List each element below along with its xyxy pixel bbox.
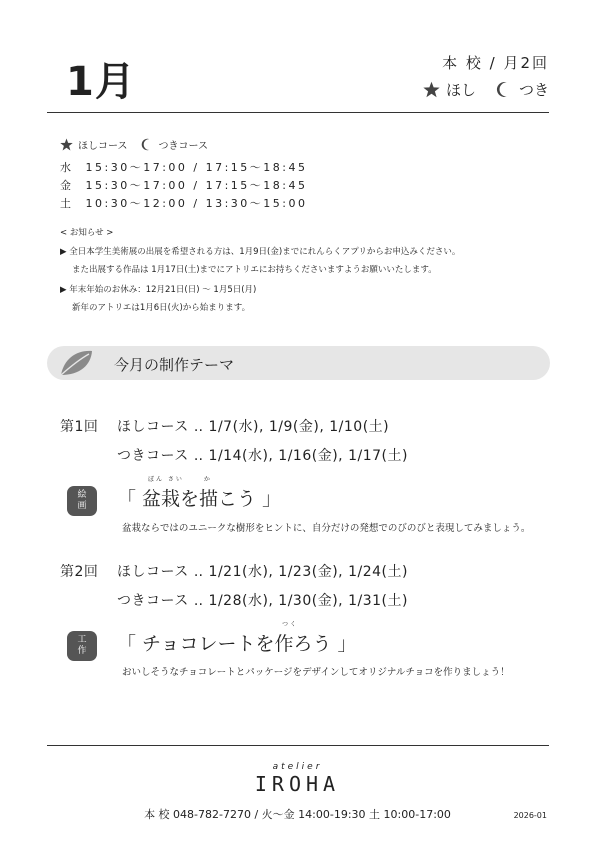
category-badge: [67, 631, 97, 661]
work-description: おいしそうなチョコレートとパッケージをデザインしてオリジナルチョコを作りましょう！: [122, 667, 510, 678]
course-legend-header: [423, 79, 549, 100]
session-star-dates: ほしコース ‥ 1/7(水), 1/9(金), 1/10(土): [117, 419, 390, 435]
furigana: ぼん さい か: [148, 476, 212, 483]
badge-char: 絵: [77, 490, 87, 500]
schedule-row: [60, 159, 308, 175]
session-star-dates: ほしコース ‥ 1/21(水), 1/23(金), 1/24(土): [117, 564, 408, 580]
schedule-row: [60, 195, 308, 211]
star-icon: [423, 81, 440, 98]
session-label: 第2回: [60, 564, 99, 580]
page-title: 1月: [66, 59, 136, 105]
session-moon-dates: つきコース ‥ 1/28(水), 1/30(金), 1/31(土): [117, 593, 408, 609]
category-badge: [67, 486, 97, 516]
schedule-times: 10:30〜12:00 / 13:30〜15:00: [85, 197, 308, 210]
badge-char: 工: [77, 635, 87, 645]
moon-icon: [141, 138, 154, 151]
schedule-day: 金: [60, 179, 74, 192]
work-title: 「 チョコレートを作ろう 」: [117, 633, 357, 655]
notice-heading: < お知らせ >: [60, 228, 114, 238]
theme-title: 今月の制作テーマ: [114, 356, 235, 374]
course-legend: [60, 137, 208, 152]
brand-subtitle: atelier: [272, 762, 323, 772]
schedule-times: 15:30〜17:00 / 17:15〜18:45: [85, 179, 308, 192]
badge-char: 作: [77, 646, 87, 656]
legend-moon-label: つきコース: [158, 141, 208, 152]
session-moon-dates: つきコース ‥ 1/14(水), 1/16(金), 1/17(土): [117, 448, 408, 464]
notice-item-continued: また出展する作品は 1月17日(土)までにアトリエにお持ちくださいますようお願いいたします。: [72, 265, 437, 275]
badge-char: 画: [77, 501, 87, 511]
moon-icon: [496, 81, 513, 98]
star-icon: [60, 138, 73, 151]
notice-item: ▶ 全日本学生美術展の出展を希望される方は、1月9日(金)までにれんらくアプリからお申込みください。: [60, 247, 461, 257]
schedule-day: 水: [60, 161, 74, 174]
footer-contact: 本 校 048-782-7270 / 火〜金 14:00-19:30 土 10:00-17:00: [144, 808, 451, 821]
brand-logo: IROHA: [254, 772, 341, 796]
notice-item: ▶ 年末年始のお休み：12月21日(日) 〜 1月5日(月): [60, 285, 257, 295]
header-divider: [47, 112, 549, 113]
course-moon-label: つき: [518, 81, 549, 99]
document-number: 2026-01: [513, 811, 547, 820]
schedule-day: 土: [60, 197, 74, 210]
footer-divider: [47, 745, 549, 746]
session-label: 第1回: [60, 419, 99, 435]
school-frequency: 本 校 / 月2回: [442, 54, 549, 72]
leaf-icon: [58, 347, 94, 379]
furigana: つく: [282, 621, 299, 628]
work-title: 「 盆栽を描こう 」: [117, 488, 282, 510]
work-description: 盆栽ならではのユニークな樹形をヒントに、自分だけの発想でのびのびと表現してみましょう。: [122, 523, 531, 534]
schedule-row: [60, 177, 308, 193]
notice-item-continued: 新年のアトリエは1月6日(火)から始まります。: [72, 303, 251, 313]
schedule-times: 15:30〜17:00 / 17:15〜18:45: [85, 161, 308, 174]
legend-star-label: ほしコース: [78, 141, 128, 152]
course-star-label: ほし: [445, 81, 476, 99]
